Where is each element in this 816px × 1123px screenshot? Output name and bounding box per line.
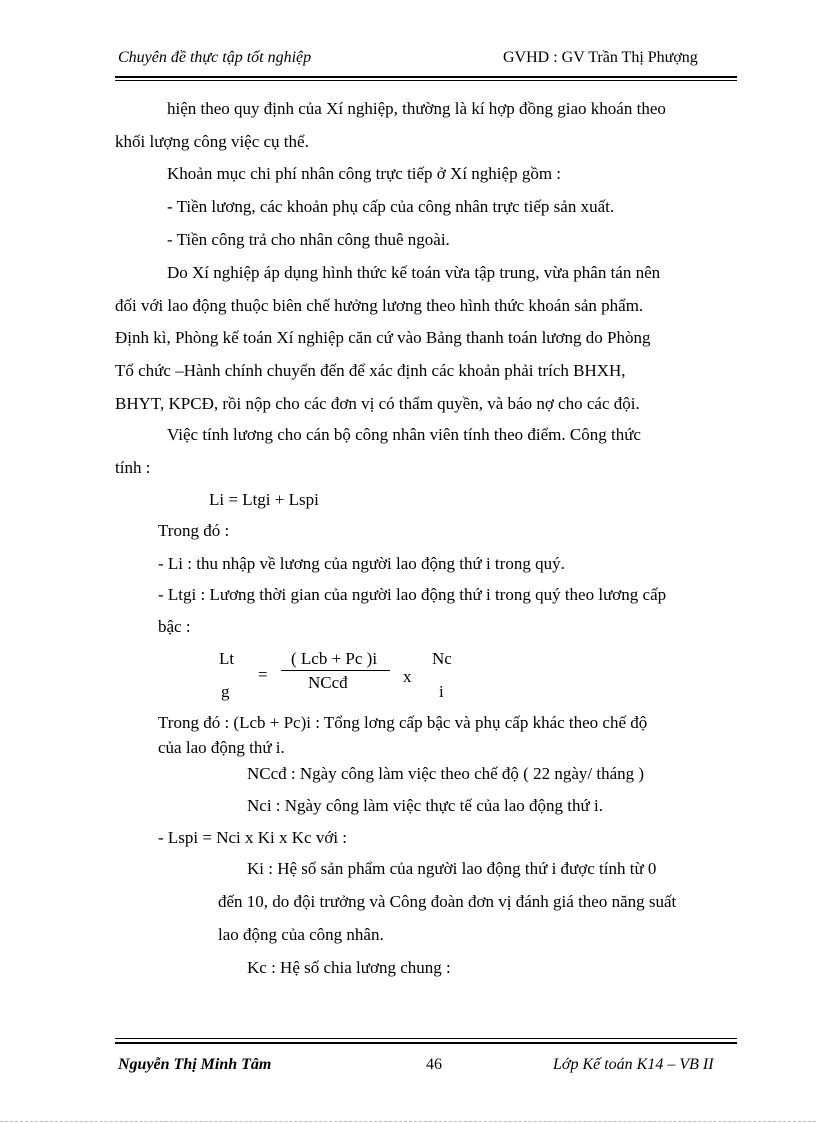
p3-line2: đối với lao động thuộc biên chế hưởng lương theo hình thức khoán sản phẩm. xyxy=(115,296,644,315)
nci-definition: Nci : Ngày công làm việc thực tế của lao động thứ i. xyxy=(247,796,603,815)
kc-line: Kc : Hệ số chia lương chung : xyxy=(247,958,451,977)
footer-right: Lớp Kế toán K14 – VB II xyxy=(553,1056,714,1073)
formula2-equals: = xyxy=(258,665,268,684)
trong-do-2-line1: Trong đó : (Lcb + Pc)i : Tổng lơng cấp bậc và phụ cấp khác theo chế độ xyxy=(158,713,648,732)
ki-line1: Ki : Hệ số sản phẩm của người lao động thứ i được tính từ 0 xyxy=(247,859,657,878)
footer-rule-thin xyxy=(115,1038,737,1039)
formula2-lhs-top: Lt xyxy=(219,649,235,668)
formula2-lhs-bottom: g xyxy=(221,682,230,701)
page-break-line xyxy=(0,1121,816,1122)
header-rule xyxy=(115,76,737,78)
p4-line1: Việc tính lương cho cán bộ công nhân viên tính theo điểm. Công thức xyxy=(167,425,641,444)
p3-line1: Do Xí nghiệp áp dụng hình thức kế toán vừa tập trung, vừa phân tán nên xyxy=(167,263,661,282)
header-rule-thin xyxy=(115,80,737,81)
ki-line3: lao động của công nhân. xyxy=(218,925,384,944)
p3-line3: Định kì, Phòng kế toán Xí nghiệp căn cứ vào Bảng thanh toán lương do Phòng xyxy=(115,328,651,347)
trong-do-1: Trong đó : xyxy=(158,521,230,540)
lspi-formula: - Lspi = Nci x Ki x Kc với : xyxy=(158,828,348,847)
trong-do-2-line2: của lao động thứ i. xyxy=(158,738,285,757)
footer-rule xyxy=(115,1042,737,1044)
formula2-rhs-top: Nc xyxy=(432,649,452,668)
footer-left: Nguyễn Thị Minh Tâm xyxy=(118,1056,272,1073)
ltgi-line2: bậc : xyxy=(158,617,191,636)
page-number: 46 xyxy=(426,1056,442,1073)
ltgi-line1: - Ltgi : Lương thời gian của người lao động thứ i trong quý theo lương cấp xyxy=(158,585,667,604)
p3-line4: Tổ chức –Hành chính chuyển đến để xác định các khoản phải trích BHXH, xyxy=(115,361,626,380)
ki-line2: đến 10, do đội trưởng và Công đoàn đơn vị đánh giá theo năng suất xyxy=(218,892,677,911)
fraction-bar xyxy=(281,670,390,671)
formula2-numerator: ( Lcb + Pc )i xyxy=(291,649,378,668)
li-definition: - Li : thu nhập về lương của người lao động thứ i trong quý. xyxy=(158,554,565,573)
bullet-1: - Tiền lương, các khoản phụ cấp của công nhân trực tiếp sản xuất. xyxy=(167,197,615,216)
p2-line: Khoản mục chi phí nhân công trực tiếp ở Xí nghiệp gồm : xyxy=(167,164,562,183)
formula2-rhs-bottom: i xyxy=(439,682,444,701)
p1-line2: khối lượng công việc cụ thể. xyxy=(115,132,309,151)
formula2-times: x xyxy=(403,667,412,686)
p1-line1: hiện theo quy định của Xí nghiệp, thường là kí hợp đồng giao khoán theo xyxy=(167,99,666,118)
formula2-denominator: NCcđ xyxy=(308,673,348,692)
header-left: Chuyên đề thực tập tốt nghiệp xyxy=(118,49,312,66)
bullet-2: - Tiền công trả cho nhân công thuê ngoài. xyxy=(167,230,450,249)
header-right: GVHD : GV Trần Thị Phượng xyxy=(503,49,698,66)
p4-line2: tính : xyxy=(115,458,151,477)
nccd-definition: NCcđ : Ngày công làm việc theo chế độ ( 22 ngày/ tháng ) xyxy=(247,764,645,783)
p3-line5: BHYT, KPCĐ, rồi nộp cho các đơn vị có thẩm quyền, và báo nợ cho các đội. xyxy=(115,394,640,413)
formula-li: Li = Ltgi + Lspi xyxy=(209,490,319,509)
